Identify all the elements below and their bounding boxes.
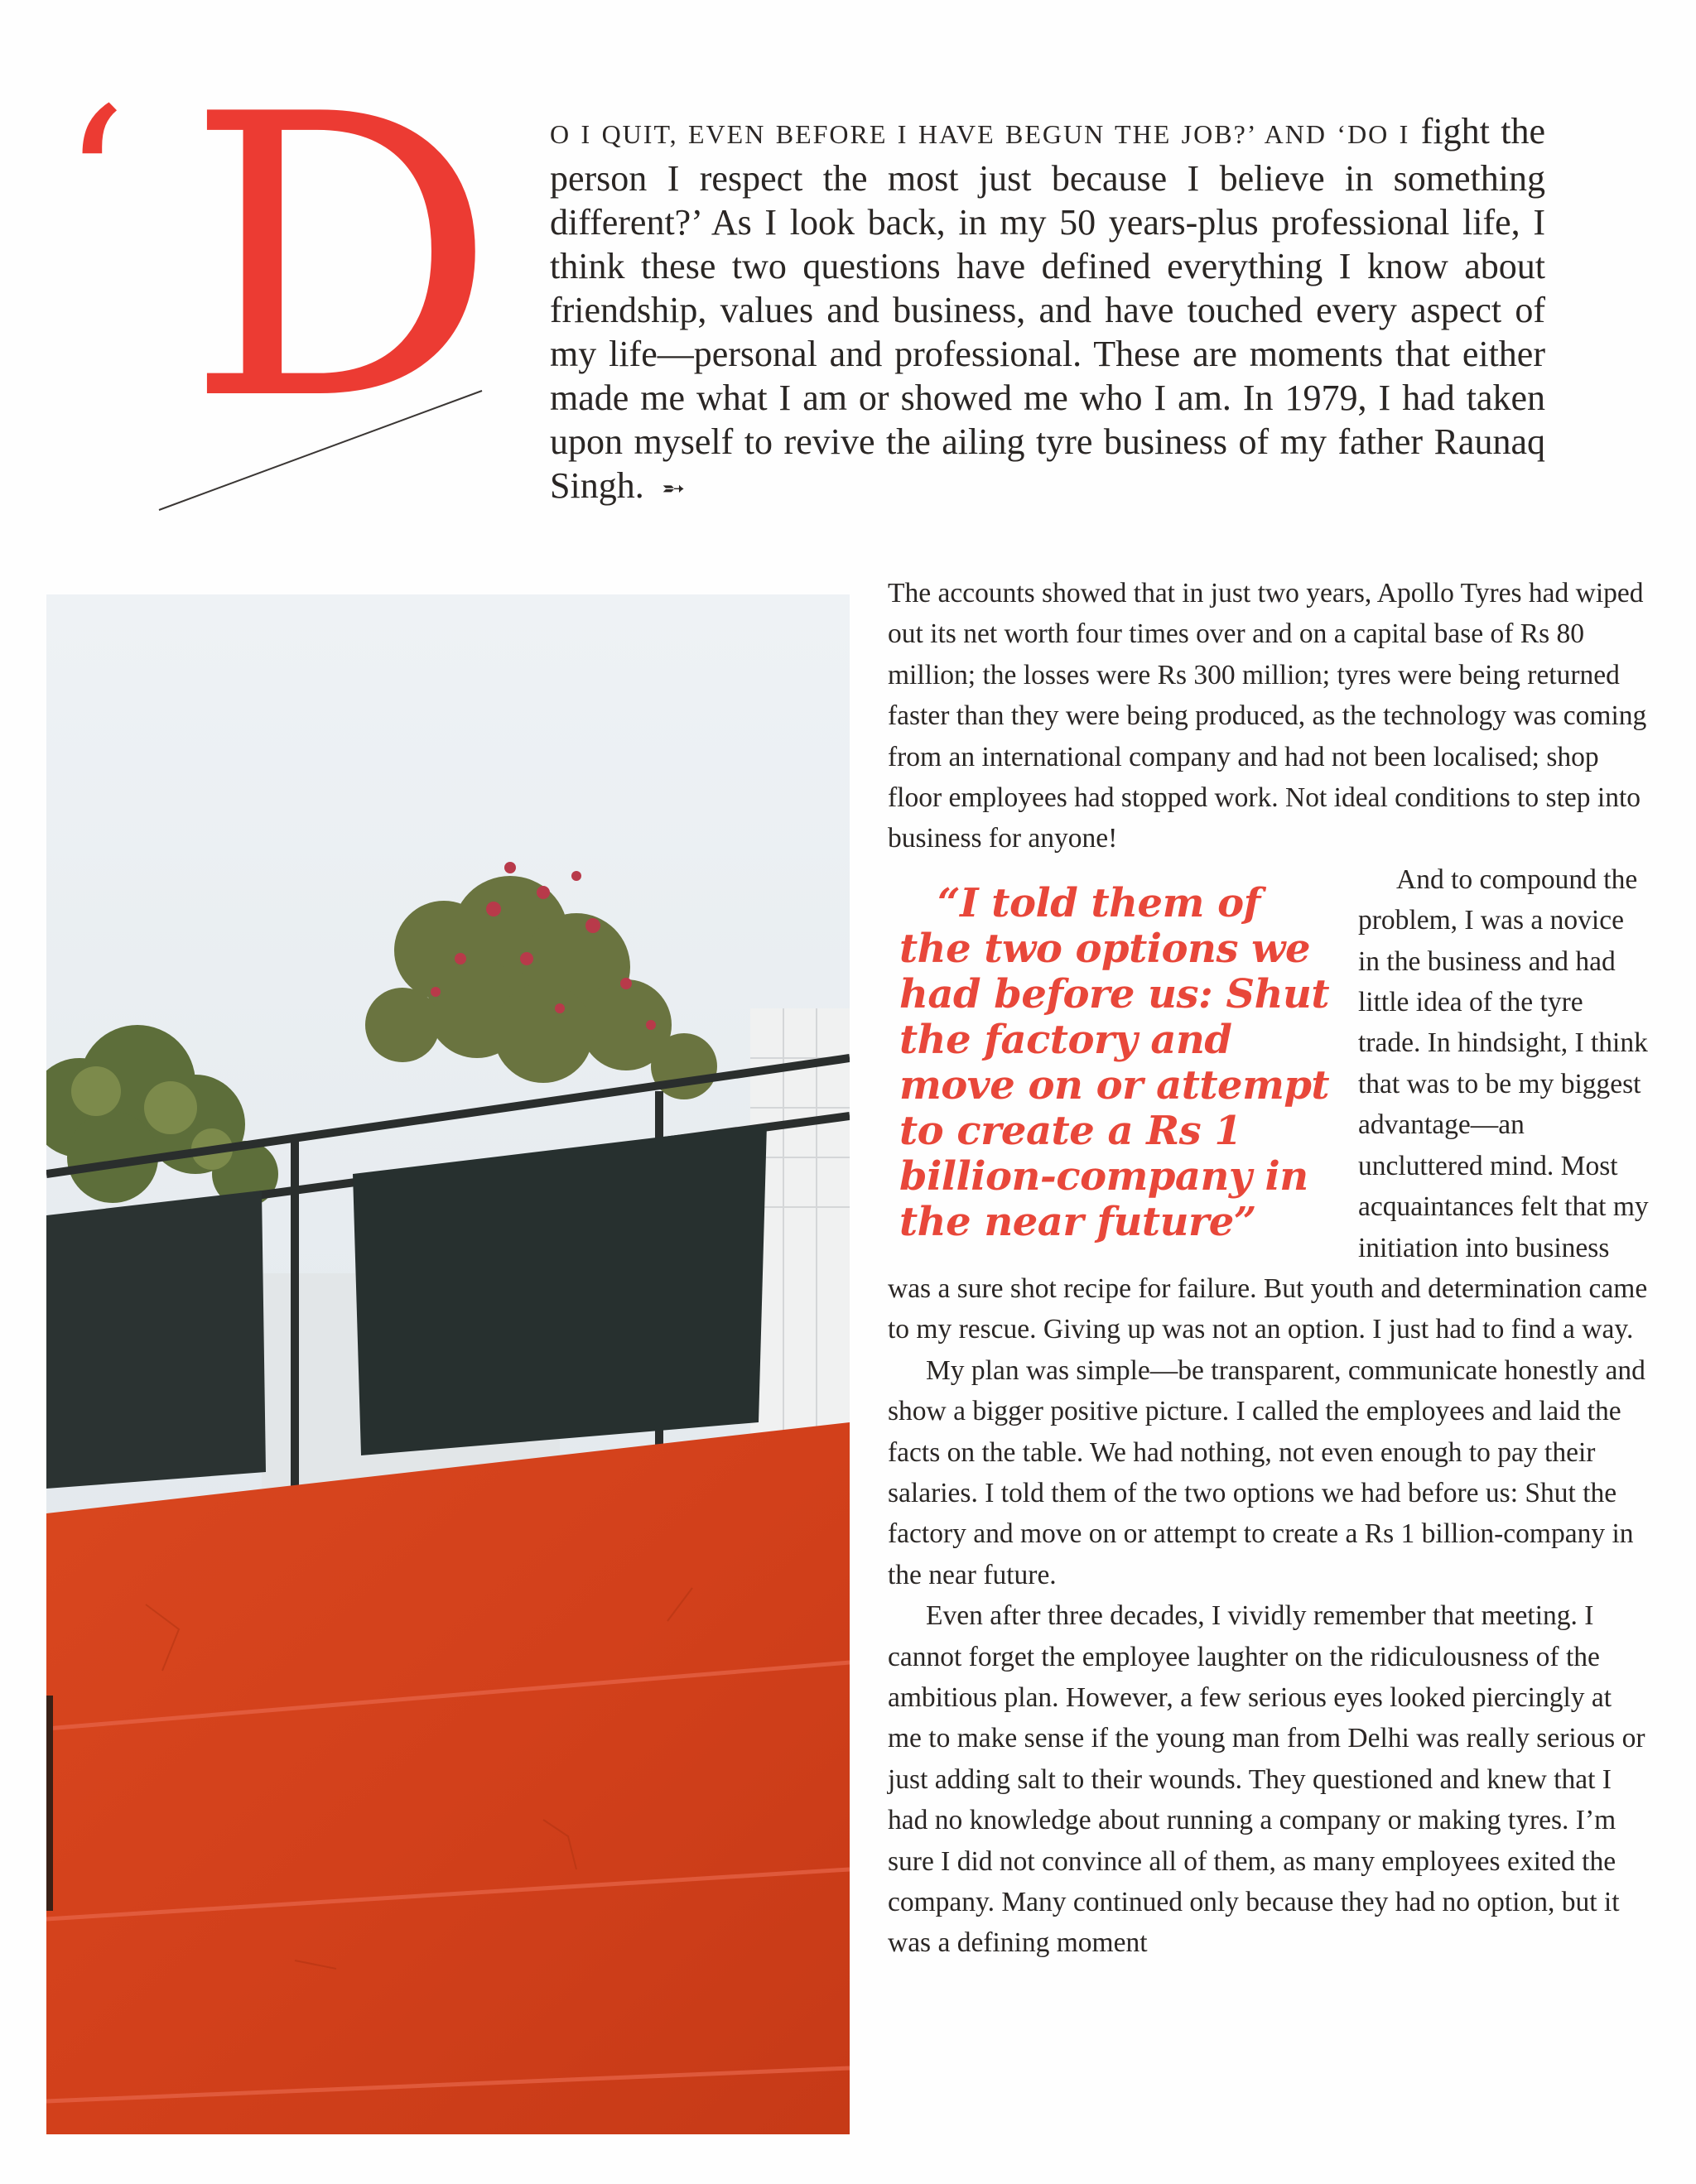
drop-cap-quote-mark: ‘ [61, 64, 128, 305]
diagonal-rule [0, 0, 513, 530]
body-paragraph-4: Even after three decades, I vividly remember that meeting. I cannot forget the employee laughter on the ridiculousness of the ambitious plan. However, a few serious eyes looked piercingly at me to make sense if the young man from Delhi was really serious or just adding salt to their wounds. They questioned and knew that I had no knowledge about running a company or making tyres. I’m sure I did not convince all of them, as many employees exited the company. Many continued only because they had no option, but it was a defining moment [888, 1600, 1645, 1959]
body-paragraph-3: My plan was simple—be transparent, communicate honestly and show a bigger positive picture. I called the employees and laid the facts on the table. We had nothing, not even enough to pay their salaries. I told them of the two options we had before us: Shut the factory and move on or attempt to create a Rs 1 billion-company in the near future. [888, 1354, 1645, 1590]
intro-lead-caps: O I QUIT, EVEN BEFORE I HAVE BEGUN THE JOB?’ AND ‘DO I [550, 119, 1410, 149]
rooftop-photo [46, 594, 850, 2134]
body-paragraph-2-text: And to compound the problem, I was a novice in the business and had little idea of the tyre trade. In hindsight, I think that was to be my biggest advantage—an uncluttered mind. Most acquaintances felt that my initiation into business was a sure shot recipe for failure. But youth and determination came to my rescue. Giving up was not an option. I just had to find a way. [888, 863, 1649, 1345]
intro-text: fight the person I respect the most just because I believe in something different?’ As I look back, in my 50 years-plus professional life, I think these two questions have defined everything I know about friendship, values and business, and have touched every aspect of my life—personal and professional. These are moments that either made me what I am or showed me who I am. In 1979, I had taken upon myself to revive the ailing tyre business of my father Raunaq Singh. [550, 111, 1546, 506]
drop-cap-letter: D [186, 32, 498, 485]
article-body [888, 573, 1650, 1964]
intro-paragraph [550, 109, 1545, 511]
body-paragraph-1: The accounts showed that in just two years, Apollo Tyres had wiped out its net worth four times over and on a capital base of Rs 80 million; the losses were Rs 300 million; tyres were being returned faster than they were being produced, as the technology was coming from an international company and had not been localised; shop floor employees had stopped work. Not ideal conditions to step into business for anyone! [888, 578, 1647, 854]
rooftop-photo-illustration [46, 594, 850, 2134]
pull-quote: “I told them of the two options we had before us: Shut the factory and move on or attempt to create a Rs 1 billion-company in the near future” [899, 879, 1330, 1245]
body-paragraph-2 [888, 859, 1650, 1350]
continue-arrow-icon: ➵ [661, 474, 686, 504]
